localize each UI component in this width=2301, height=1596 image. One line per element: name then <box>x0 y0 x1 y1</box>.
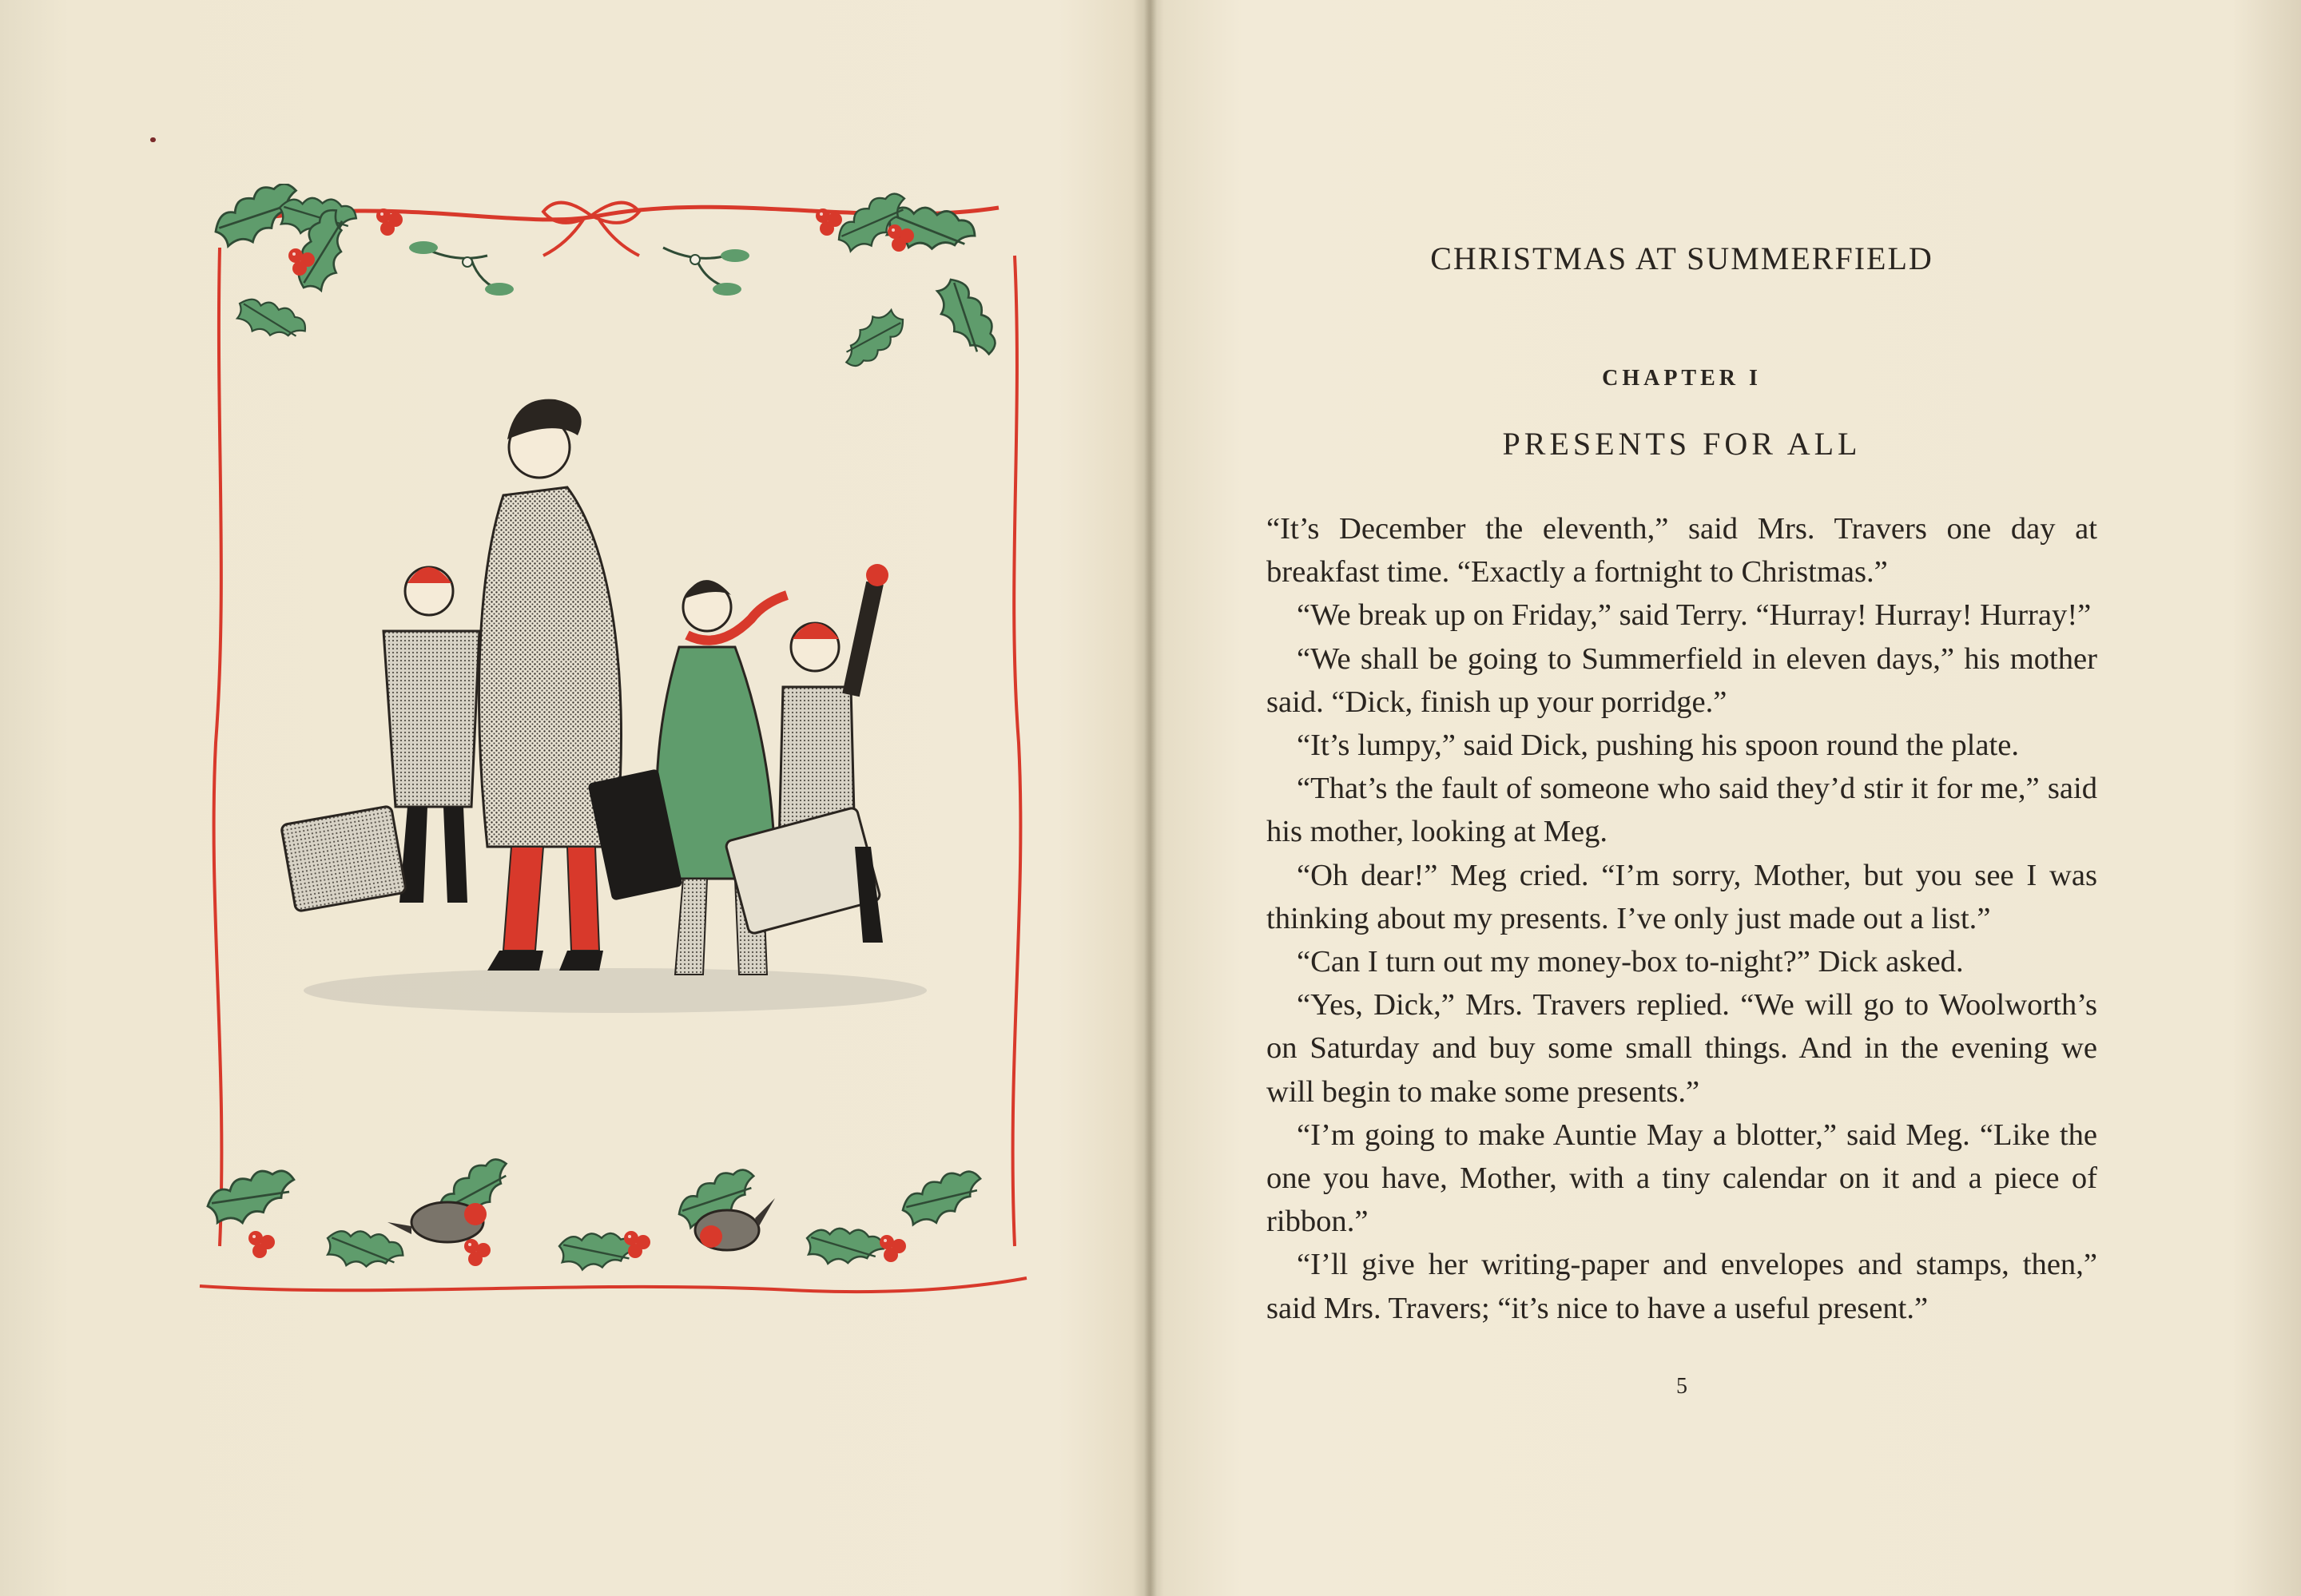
paragraph: “It’s lumpy,” said Dick, pushing his spoon round the plate. <box>1297 729 2019 763</box>
robin-icon <box>387 1202 487 1242</box>
ink-speck <box>150 137 156 142</box>
holly-icon <box>204 1153 989 1283</box>
book-gutter <box>1144 0 1157 1596</box>
chapter-title: PRESENTS FOR ALL <box>1502 426 1862 462</box>
family-walking-figures <box>281 399 927 1013</box>
paragraph: “I’m going to make Auntie May a blotter,” said Meg. “Like the one you have, Mother, with a tiny calendar on it and a piece of ribbon.” <box>1266 1118 2097 1239</box>
paragraph: “Yes, Dick,” Mrs. Travers replied. “We will go to Woolworth’s on Saturday and buy some small things. And in the evening we will begin to make some presents.” <box>1266 988 2097 1109</box>
paragraph: “We break up on Friday,” said Terry. “Hurray! Hurray! Hurray!” <box>1297 598 2092 633</box>
chapter-number: CHAPTER I <box>1602 366 1762 391</box>
running-title: CHRISTMAS AT SUMMERFIELD <box>1430 240 1933 276</box>
paragraph: “We shall be going to Summerfield in eleven days,” his mother said. “Dick, finish up your porridge.” <box>1266 641 2097 719</box>
frontispiece-illustration <box>184 184 1039 1318</box>
mistletoe-icon <box>663 248 749 296</box>
paragraph: “That’s the fault of someone who said they’d stir it for me,” said his mother, looking at Meg. <box>1266 772 2097 849</box>
chapter-body <box>1266 507 2097 1330</box>
paragraph: “Can I turn out my money-box to-night?” Dick asked. <box>1297 945 1964 979</box>
page-number: 5 <box>1676 1374 1687 1399</box>
paragraph: “I’ll give her writing-paper and envelopes and stamps, then,” said Mrs. Travers; “it’s nice to have a useful present.” <box>1266 1248 2097 1325</box>
mistletoe-icon <box>409 241 514 296</box>
paragraph: “It’s December the eleventh,” said Mrs. Travers one day at breakfast time. “Exactly a fortnight to Christmas.” <box>1266 512 2097 590</box>
holly-icon <box>816 188 1001 372</box>
paragraph: “Oh dear!” Meg cried. “I’m sorry, Mother, but you see I was thinking about my presents. I’ve only just made out a list.” <box>1266 858 2097 935</box>
